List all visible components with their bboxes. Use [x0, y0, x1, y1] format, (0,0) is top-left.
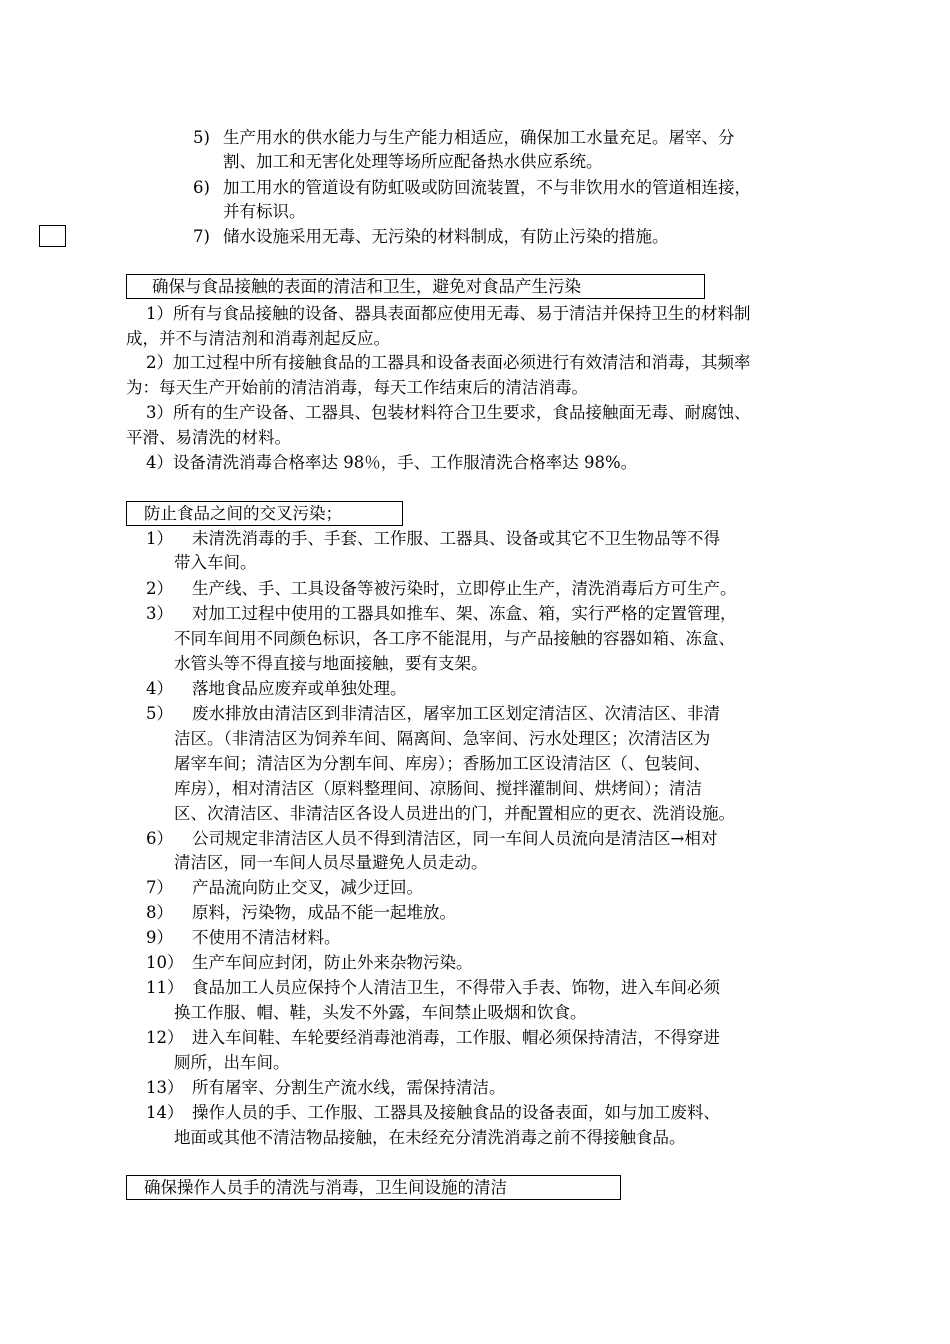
list-item: 13） 所有屠宰、分割生产流水线，需保持清洁。: [146, 1076, 506, 1100]
item-text: 加工用水的管道设有防虹吸或防回流装置，不与非饮用水的管道相连接，: [223, 178, 751, 197]
checkbox-square: [39, 225, 66, 247]
paragraph-line: 1）所有与食品接触的设备、器具表面都应使用无毒、易于清洁并保持卫生的材料制: [146, 304, 751, 323]
item-number: 10）: [146, 953, 184, 972]
item-number: 2）: [146, 579, 173, 598]
item-text: 生产用水的供水能力与生产能力相适应，确保加工水量充足。屠宰、分: [223, 128, 735, 147]
list-item: 6） 公司规定非清洁区人员不得到清洁区，同一车间人员流向是清洁区→相对: [146, 827, 717, 851]
item-text: 储水设施采用无毒、无污染的材料制成，有防止污染的措施。: [223, 227, 669, 246]
item-text: 割、加工和无害化处理等场所应配备热水供应系统。: [223, 152, 603, 171]
list-item: 3） 对加工过程中使用的工器具如推车、架、冻盒、箱，实行严格的定置管理，: [146, 602, 737, 626]
section-heading-food-contact-surfaces: 确保与食品接触的表面的清洁和卫生，避免对食品产生污染: [126, 274, 705, 299]
list-item: 8） 原料，污染物，成品不能一起堆放。: [146, 901, 456, 925]
list-item: 11） 食品加工人员应保持个人清洁卫生，不得带入手表、饰物，进入车间必须: [146, 976, 720, 1000]
paragraph-line: 3）所有的生产设备、工器具、包装材料符合卫生要求，食品接触面无毒、耐腐蚀、: [146, 403, 751, 422]
item-number: 6): [193, 178, 210, 197]
item-number: 4）: [146, 679, 173, 698]
item-number: 7）: [146, 878, 173, 897]
paragraph-line: 平滑、易清洗的材料。: [126, 428, 291, 447]
list-item: 9） 不使用不清洁材料。: [146, 926, 341, 950]
list-item: 12） 进入车间鞋、车轮要经消毒池消毒，工作服、帽必须保持清洁，不得穿进: [146, 1026, 720, 1050]
paragraph-line: 4）设备清洗消毒合格率达 98％，手、工作服清洗合格率达 98%。: [146, 453, 638, 472]
item-number: 8）: [146, 903, 173, 922]
item-number: 13）: [146, 1078, 184, 1097]
list-item: 7） 产品流向防止交叉，减少迂回。: [146, 876, 423, 900]
section-heading-hand-washing: 确保操作人员手的清洗与消毒，卫生间设施的清洁: [126, 1175, 621, 1200]
list-item: 2） 生产线、手、工具设备等被污染时，立即停止生产，清洗消毒后方可生产。: [146, 577, 737, 601]
item-text: 并有标识。: [223, 202, 306, 221]
section-heading-cross-contamination: 防止食品之间的交叉污染；: [126, 501, 403, 526]
item-number: 11）: [146, 978, 184, 997]
list-item: 14） 操作人员的手、工作服、工器具及接触食品的设备表面，如与加工废料、: [146, 1101, 720, 1125]
list-item: 1） 未清洗消毒的手、手套、工作服、工器具、设备或其它不卫生物品等不得: [146, 527, 720, 551]
item-number: 5): [193, 128, 210, 147]
item-number: 9）: [146, 928, 173, 947]
paragraph-line: 成，并不与清洁剂和消毒剂起反应。: [126, 329, 390, 348]
list-item: 10） 生产车间应封闭，防止外来杂物污染。: [146, 951, 473, 975]
item-number: 3）: [146, 604, 173, 623]
item-number: 6）: [146, 829, 173, 848]
item-number: 5）: [146, 704, 173, 723]
item-number: 1）: [146, 529, 173, 548]
item-number: 12）: [146, 1028, 184, 1047]
paragraph-line: 为：每天生产开始前的清洁消毒，每天工作结束后的清洁消毒。: [126, 378, 588, 397]
list-item: 5） 废水排放由清洁区到非清洁区，屠宰加工区划定清洁区、次清洁区、非清: [146, 702, 720, 726]
list-item: 4） 落地食品应废弃或单独处理。: [146, 677, 407, 701]
item-number: 14）: [146, 1103, 184, 1122]
paragraph-line: 2）加工过程中所有接触食品的工器具和设备表面必须进行有效清洁和消毒，其频率: [146, 353, 751, 372]
item-number: 7): [193, 227, 210, 246]
